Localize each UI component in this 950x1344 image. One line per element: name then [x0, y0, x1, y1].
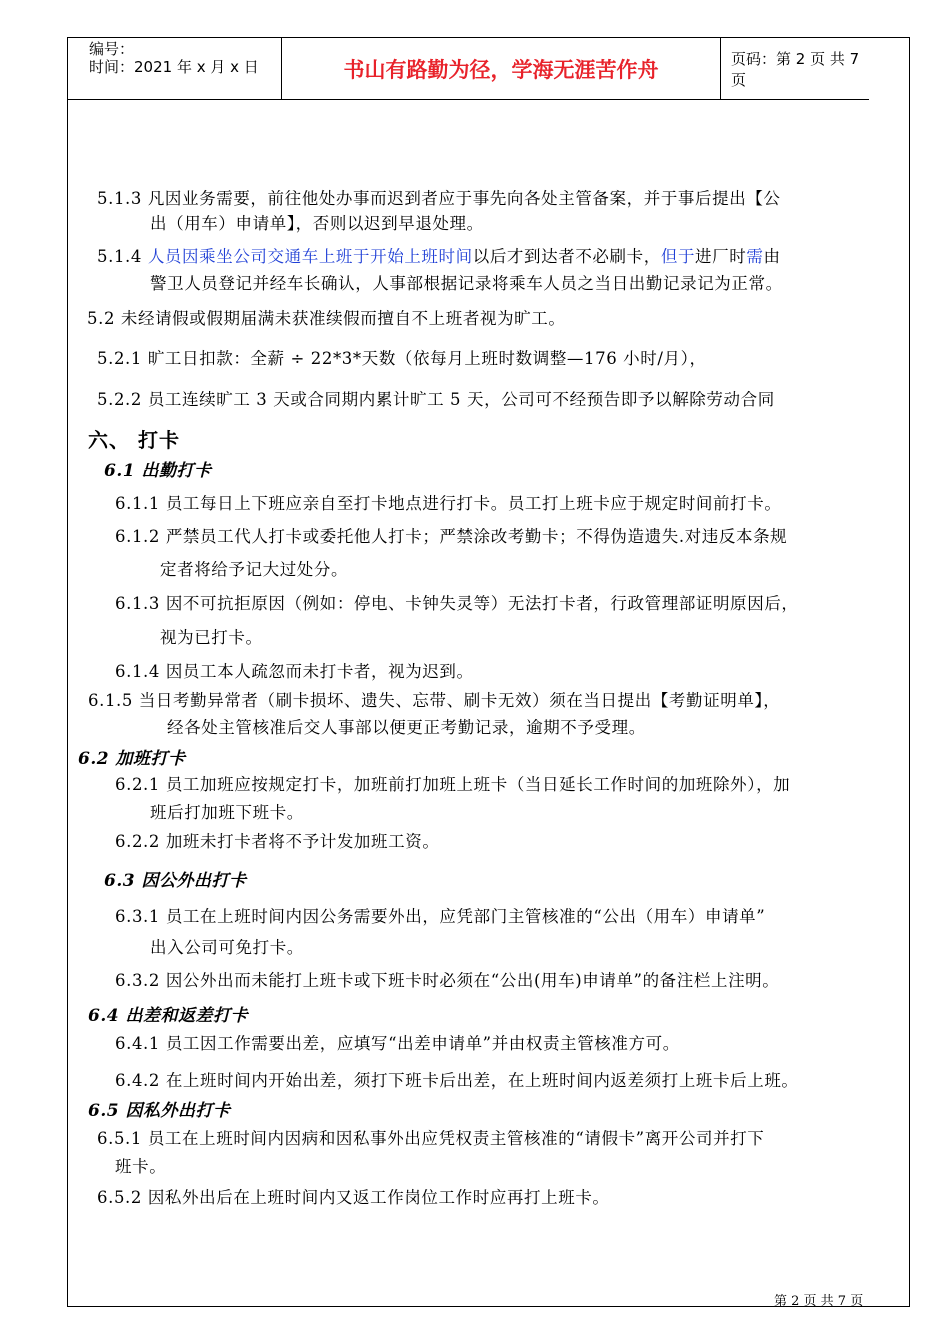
- para-5-1-4-highlight-3: 需: [746, 247, 764, 266]
- para-6-1-4: 6.1.4 因员工本人疏忽而未打卡者，视为迟到。: [115, 662, 474, 681]
- para-6-5-1-line2: 班卡。: [115, 1157, 167, 1176]
- para-6-5-1-line1: 6.5.1 员工在上班时间内因病和因私事外出应凭权责主管核准的“请假卡”离开公司并打下: [97, 1129, 765, 1148]
- para-6-1-3-line2: 视为已打卡。: [160, 628, 263, 647]
- para-5-2-1: 5.2.1 旷工日扣款：全薪 ÷ 22*3*天数（依每月上班时数调整—176 小时/月），: [97, 349, 707, 368]
- para-6-2-1-line2: 班后打加班下班卡。: [150, 803, 304, 822]
- para-6-3-2: 6.3.2 因公外出而未能打上班卡或下班卡时必须在“公出(用车)申请单”的备注栏上注明。: [115, 971, 780, 990]
- subsection-6-3-heading: 6.3 因公外出打卡: [104, 871, 247, 891]
- para-5-1-4-text-1: 以后才到达者不必刷卡，: [472, 247, 661, 266]
- section-6-heading: 六、 打卡: [88, 428, 180, 452]
- para-6-1-5-line2: 经各处主管核准后交人事部以便更正考勤记录，逾期不予受理。: [167, 718, 646, 737]
- para-6-4-2: 6.4.2 在上班时间内开始出差，须打下班卡后出差，在上班时间内返差须打上班卡后上班。: [115, 1071, 799, 1090]
- subsection-6-5-heading: 6.5 因私外出打卡: [88, 1101, 231, 1121]
- para-6-1-5-line1: 6.1.5 当日考勤异常者（刷卡损坏、遗失、忘带、刷卡无效）须在当日提出【考勤证明单】，: [88, 691, 781, 710]
- para-5-1-3-line1: 5.1.3 凡因业务需要，前往他处办事而迟到者应于事先向各处主管备案，并于事后提出【公: [97, 189, 781, 208]
- para-5-1-4-text-3: 由: [763, 247, 781, 266]
- para-5-1-4-highlight-1: 人员因乘坐公司交通车上班于开始上班时间: [147, 247, 473, 266]
- para-6-2-2: 6.2.2 加班未打卡者将不予计发加班工资。: [115, 832, 440, 851]
- subsection-6-2-heading: 6.2 加班打卡: [78, 749, 186, 769]
- para-5-1-3-line2: 出（用车）申请单】，否则以迟到早退处理。: [150, 214, 484, 233]
- subsection-6-4-heading: 6.4 出差和返差打卡: [88, 1006, 248, 1026]
- header-divider: [67, 99, 869, 100]
- para-6-1-3-line1: 6.1.3 因不可抗拒原因（例如：停电、卡钟失灵等）无法打卡者，行政管理部证明原因后，: [115, 594, 799, 613]
- para-6-4-1: 6.4.1 员工因工作需要出差，应填写“出差申请单”并由权责主管核准方可。: [115, 1034, 680, 1053]
- para-6-5-2: 6.5.2 因私外出后在上班时间内又返工作岗位工作时应再打上班卡。: [97, 1188, 610, 1207]
- header-page-number: 页码：第 2 页 共 7 页: [731, 49, 860, 89]
- header-motto: 书山有路勤为径，学海无涯苦作舟: [281, 37, 721, 100]
- page-header: [67, 37, 869, 100]
- para-5-1-4-num: 5.1.4: [97, 247, 148, 266]
- subsection-6-1-heading: 6.1 出勤打卡: [104, 461, 212, 481]
- para-6-1-2-line1: 6.1.2 严禁员工代人打卡或委托他人打卡；严禁涂改考勤卡；不得伪造遗失.对违反本条规: [115, 527, 788, 546]
- footer-page-number: 第 2 页 共 7 页: [774, 1294, 864, 1309]
- document-number-label: 编号：: [89, 40, 135, 58]
- para-5-2: 5.2 未经请假或假期届满未获准续假而擅自不上班者视为旷工。: [87, 309, 566, 328]
- para-5-1-4-highlight-2: 但于: [660, 247, 696, 266]
- para-6-3-1-line1: 6.3.1 员工在上班时间内因公务需要外出，应凭部门主管核准的“公出（用车）申请单”: [115, 907, 766, 926]
- para-5-1-4-line2: 警卫人员登记并经车长确认，人事部根据记录将乘车人员之当日出勤记录记为正常。: [150, 274, 783, 293]
- document-date: 时间：2021 年 x 月 x 日: [89, 58, 259, 76]
- header-left-cell: [67, 37, 281, 100]
- para-6-2-1-line1: 6.2.1 员工加班应按规定打卡，加班前打加班上班卡（当日延长工作时间的加班除外），加: [115, 775, 791, 794]
- para-6-3-1-line2: 出入公司可免打卡。: [150, 938, 304, 957]
- para-6-1-2-line2: 定者将给予记大过处分。: [160, 560, 349, 579]
- para-6-1-1: 6.1.1 员工每日上下班应亲自至打卡地点进行打卡。员工打上班卡应于规定时间前打卡。: [115, 494, 782, 513]
- para-5-1-4-text-2: 进厂时: [695, 247, 747, 266]
- para-5-1-4-line1: [97, 246, 781, 268]
- para-5-2-2: 5.2.2 员工连续旷工 3 天或合同期内累计旷工 5 天，公司可不经预告即予以解除劳动合同: [97, 390, 775, 409]
